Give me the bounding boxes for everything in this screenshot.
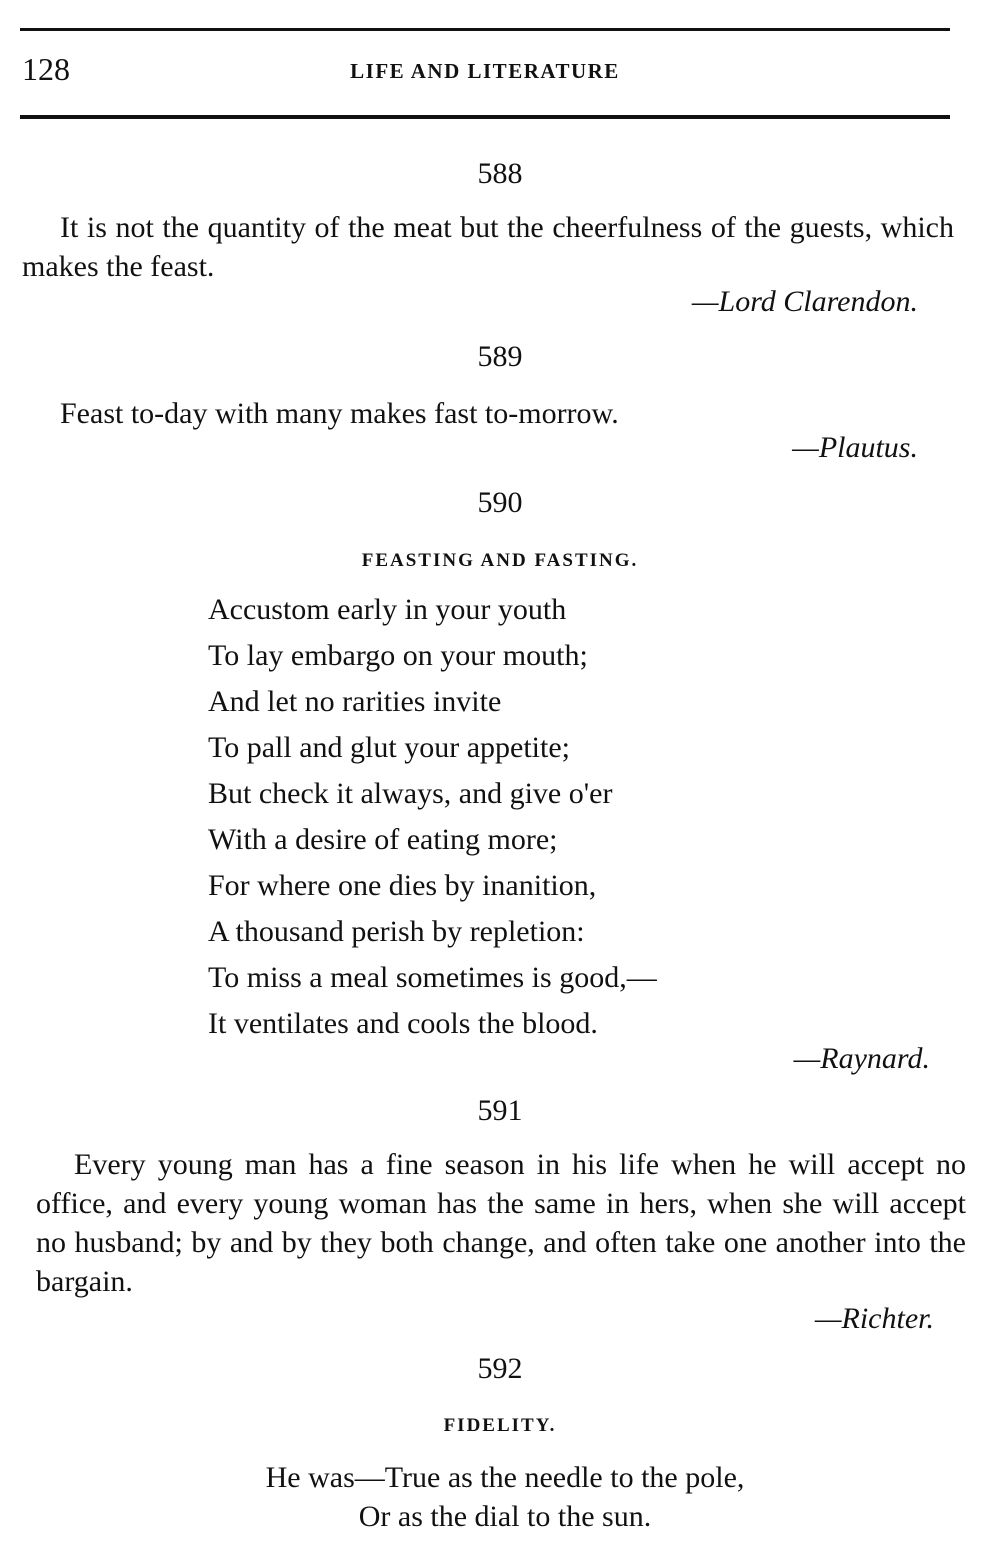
entry-number: 592 xyxy=(477,1352,523,1385)
entry-number: 589 xyxy=(477,340,523,373)
poem-verse xyxy=(208,587,657,1047)
entry-number: 588 xyxy=(477,157,523,190)
quote-text: It is not the quantity of the meat but the cheerfulness of the guests, which makes the feast. xyxy=(22,211,954,283)
entry-text xyxy=(22,208,954,286)
attribution: —Raynard. xyxy=(793,1042,930,1075)
verse-line: Or as the dial to the sun. xyxy=(358,1500,652,1533)
page-header xyxy=(20,28,950,119)
verse-line: He was—True as the needle to the pole, xyxy=(265,1461,745,1494)
verse-line: It ventilates and cools the blood. xyxy=(208,1007,598,1040)
entry-number: 591 xyxy=(477,1094,523,1127)
quote-text: Feast to-day with many makes fast to-morrow. xyxy=(60,397,619,430)
running-head: LIFE AND LITERATURE xyxy=(350,59,620,83)
poem-verse xyxy=(0,1458,1000,1536)
verse-line: And let no rarities invite xyxy=(208,685,502,718)
verse-line: Accustom early in your youth xyxy=(208,593,567,626)
verse-line: For where one dies by inanition, xyxy=(208,869,597,902)
quote-text: Every young man has a fine season in his life when he will accept no office, and every young woman has the same in hers, when she will accept no husband; by and by they both change, and often take one another into the bargain. xyxy=(36,1148,966,1298)
verse-line: To miss a meal sometimes is good,— xyxy=(208,961,657,994)
verse-line: To lay embargo on your mouth; xyxy=(208,639,588,672)
page-number: 128 xyxy=(22,51,70,87)
entry-text xyxy=(22,394,954,433)
verse-line: A thousand perish by repletion: xyxy=(208,915,585,948)
attribution: —Plautus. xyxy=(792,431,918,464)
entry-text xyxy=(36,1145,966,1301)
verse-line: To pall and glut your appetite; xyxy=(208,731,570,764)
entry-number: 590 xyxy=(477,486,523,519)
verse-line: But check it always, and give o'er xyxy=(208,777,613,810)
poem-title: FEASTING AND FASTING. xyxy=(361,550,639,571)
poem-title: FIDELITY. xyxy=(443,1415,557,1436)
attribution: —Richter. xyxy=(814,1302,934,1335)
verse-line: With a desire of eating more; xyxy=(208,823,558,856)
attribution: —Lord Clarendon. xyxy=(691,285,918,318)
